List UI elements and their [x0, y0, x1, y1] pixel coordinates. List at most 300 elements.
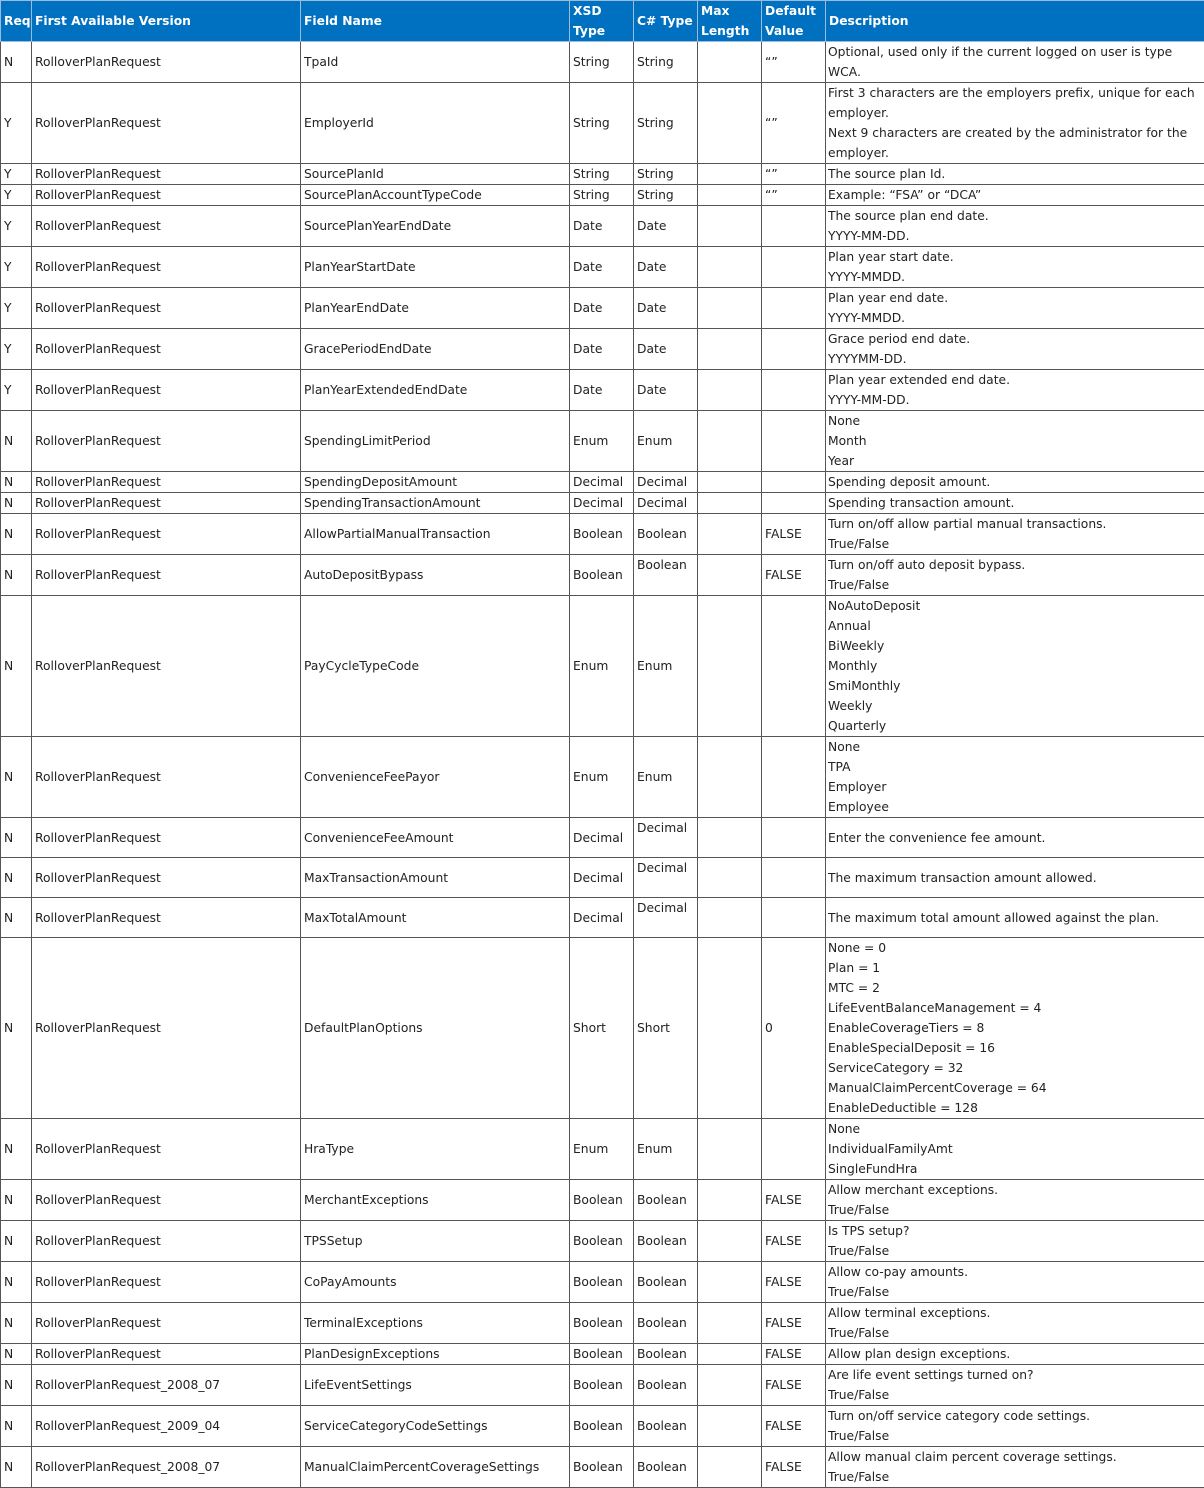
csharp-type-cell: Date: [634, 247, 698, 288]
field-name-cell: ManualClaimPercentCoverageSettings: [301, 1447, 570, 1488]
description-line: EnableCoverageTiers = 8: [828, 1018, 1204, 1038]
table-row: [1, 206, 1204, 247]
req-cell: N: [1, 818, 32, 858]
csharp-type-cell: String: [634, 42, 698, 83]
default-value-cell: [762, 596, 826, 737]
req-cell: Y: [1, 370, 32, 411]
description-line: employer.: [828, 143, 1204, 163]
description-line: Grace period end date.: [828, 329, 1204, 349]
max-length-cell: [698, 858, 762, 898]
version-cell: RolloverPlanRequest: [32, 858, 301, 898]
default-value-cell: [762, 858, 826, 898]
version-cell: RolloverPlanRequest: [32, 596, 301, 737]
xsd-type-cell: Date: [570, 370, 634, 411]
default-value-cell: FALSE: [762, 1221, 826, 1262]
csharp-type-cell: String: [634, 83, 698, 164]
description-line: YYYYMM-DD.: [828, 349, 1204, 369]
xsd-type-cell: Boolean: [570, 1406, 634, 1447]
field-name-cell: AutoDepositBypass: [301, 555, 570, 596]
default-value-cell: FALSE: [762, 1447, 826, 1488]
default-value-cell: FALSE: [762, 1344, 826, 1365]
description-cell: [826, 1119, 1204, 1180]
table-row: [1, 737, 1204, 818]
description-line: IndividualFamilyAmt: [828, 1139, 1204, 1159]
version-cell: RolloverPlanRequest: [32, 329, 301, 370]
version-cell: RolloverPlanRequest: [32, 370, 301, 411]
description-line: Plan year end date.: [828, 288, 1204, 308]
req-cell: Y: [1, 288, 32, 329]
description-line: Allow merchant exceptions.: [828, 1180, 1204, 1200]
description-cell: [826, 83, 1204, 164]
description-line: Annual: [828, 616, 1204, 636]
field-name-cell: EmployerId: [301, 83, 570, 164]
description-line: YYYY-MM-DD.: [828, 390, 1204, 410]
description-line: EnableDeductible = 128: [828, 1098, 1204, 1118]
field-name-cell: MerchantExceptions: [301, 1180, 570, 1221]
csharp-type-cell: Boolean: [634, 514, 698, 555]
req-cell: Y: [1, 185, 32, 206]
table-row: [1, 83, 1204, 164]
max-length-cell: [698, 247, 762, 288]
field-name-cell: PlanYearStartDate: [301, 247, 570, 288]
table-body: [1, 42, 1204, 1488]
description-cell: [826, 858, 1204, 898]
table-row: [1, 1406, 1204, 1447]
xsd-type-cell: Enum: [570, 411, 634, 472]
default-value-cell: [762, 472, 826, 493]
field-name-cell: ServiceCategoryCodeSettings: [301, 1406, 570, 1447]
csharp-type-cell: Boolean: [634, 1303, 698, 1344]
xsd-type-cell: String: [570, 164, 634, 185]
req-cell: Y: [1, 83, 32, 164]
version-cell: RolloverPlanRequest: [32, 185, 301, 206]
description-line: YYYY-MMDD.: [828, 308, 1204, 328]
table-row: [1, 596, 1204, 737]
csharp-type-cell: Decimal: [634, 858, 698, 898]
version-cell: RolloverPlanRequest: [32, 1262, 301, 1303]
csharp-type-cell: Enum: [634, 737, 698, 818]
description-cell: [826, 596, 1204, 737]
field-name-cell: GracePeriodEndDate: [301, 329, 570, 370]
req-cell: Y: [1, 247, 32, 288]
description-line: BiWeekly: [828, 636, 1204, 656]
xsd-type-cell: Decimal: [570, 472, 634, 493]
header-max-length: Max Length: [698, 1, 762, 42]
description-cell: [826, 938, 1204, 1119]
version-cell: RolloverPlanRequest_2009_04: [32, 1406, 301, 1447]
table-row: [1, 42, 1204, 83]
max-length-cell: [698, 737, 762, 818]
default-value-cell: [762, 206, 826, 247]
description-cell: [826, 206, 1204, 247]
description-cell: [826, 818, 1204, 858]
xsd-type-cell: Boolean: [570, 555, 634, 596]
req-cell: N: [1, 596, 32, 737]
xsd-type-cell: Decimal: [570, 493, 634, 514]
field-name-cell: PlanYearExtendedEndDate: [301, 370, 570, 411]
description-line: Allow co-pay amounts.: [828, 1262, 1204, 1282]
csharp-type-cell: Enum: [634, 411, 698, 472]
description-line: The maximum total amount allowed against the plan.: [828, 908, 1204, 928]
max-length-cell: [698, 493, 762, 514]
csharp-type-cell: Date: [634, 370, 698, 411]
table-row: [1, 1303, 1204, 1344]
csharp-type-cell: String: [634, 185, 698, 206]
table-row: [1, 555, 1204, 596]
description-line: YYYY-MMDD.: [828, 267, 1204, 287]
table-row: [1, 818, 1204, 858]
version-cell: RolloverPlanRequest: [32, 898, 301, 938]
description-cell: [826, 1344, 1204, 1365]
req-cell: N: [1, 1180, 32, 1221]
field-name-cell: TerminalExceptions: [301, 1303, 570, 1344]
xsd-type-cell: Decimal: [570, 858, 634, 898]
xsd-type-cell: Boolean: [570, 1262, 634, 1303]
req-cell: N: [1, 1262, 32, 1303]
description-cell: [826, 288, 1204, 329]
table-row: [1, 493, 1204, 514]
version-cell: RolloverPlanRequest: [32, 938, 301, 1119]
description-cell: [826, 247, 1204, 288]
default-value-cell: “”: [762, 164, 826, 185]
description-line: Spending deposit amount.: [828, 472, 1204, 492]
description-line: TPA: [828, 757, 1204, 777]
table-row: [1, 1447, 1204, 1488]
csharp-type-cell: Boolean: [634, 555, 698, 596]
description-line: True/False: [828, 1323, 1204, 1343]
xsd-type-cell: Decimal: [570, 898, 634, 938]
field-name-cell: SpendingDepositAmount: [301, 472, 570, 493]
description-cell: [826, 370, 1204, 411]
max-length-cell: [698, 818, 762, 858]
field-name-cell: TPSSetup: [301, 1221, 570, 1262]
table-row: [1, 1180, 1204, 1221]
csharp-type-cell: Date: [634, 288, 698, 329]
field-name-cell: MaxTotalAmount: [301, 898, 570, 938]
description-cell: [826, 737, 1204, 818]
description-line: First 3 characters are the employers prefix, unique for each: [828, 83, 1204, 103]
version-cell: RolloverPlanRequest: [32, 83, 301, 164]
description-line: The maximum transaction amount allowed.: [828, 868, 1204, 888]
description-line: Employer: [828, 777, 1204, 797]
xsd-type-cell: String: [570, 42, 634, 83]
description-cell: [826, 411, 1204, 472]
description-cell: [826, 493, 1204, 514]
table-row: [1, 247, 1204, 288]
table-row: [1, 1262, 1204, 1303]
max-length-cell: [698, 329, 762, 370]
description-line: None: [828, 411, 1204, 431]
req-cell: N: [1, 858, 32, 898]
default-value-cell: 0: [762, 938, 826, 1119]
version-cell: RolloverPlanRequest: [32, 288, 301, 329]
description-cell: [826, 514, 1204, 555]
max-length-cell: [698, 514, 762, 555]
table-row: [1, 370, 1204, 411]
max-length-cell: [698, 555, 762, 596]
description-cell: [826, 1447, 1204, 1488]
description-cell: [826, 555, 1204, 596]
default-value-cell: FALSE: [762, 1365, 826, 1406]
csharp-type-cell: Boolean: [634, 1344, 698, 1365]
max-length-cell: [698, 185, 762, 206]
default-value-cell: [762, 288, 826, 329]
field-name-cell: PlanDesignExceptions: [301, 1344, 570, 1365]
req-cell: Y: [1, 206, 32, 247]
csharp-type-cell: Boolean: [634, 1262, 698, 1303]
table-row: [1, 514, 1204, 555]
version-cell: RolloverPlanRequest: [32, 1221, 301, 1262]
description-line: Turn on/off auto deposit bypass.: [828, 555, 1204, 575]
header-xsd-type: XSD Type: [570, 1, 634, 42]
field-name-cell: SourcePlanAccountTypeCode: [301, 185, 570, 206]
max-length-cell: [698, 164, 762, 185]
field-name-cell: SpendingTransactionAmount: [301, 493, 570, 514]
description-cell: [826, 185, 1204, 206]
csharp-type-cell: Date: [634, 329, 698, 370]
xsd-type-cell: Boolean: [570, 1221, 634, 1262]
description-cell: [826, 1406, 1204, 1447]
csharp-type-cell: Enum: [634, 596, 698, 737]
default-value-cell: [762, 370, 826, 411]
description-line: Allow terminal exceptions.: [828, 1303, 1204, 1323]
csharp-type-cell: Decimal: [634, 472, 698, 493]
description-line: True/False: [828, 1467, 1204, 1487]
req-cell: N: [1, 493, 32, 514]
description-line: True/False: [828, 1282, 1204, 1302]
max-length-cell: [698, 370, 762, 411]
req-cell: N: [1, 1365, 32, 1406]
max-length-cell: [698, 1221, 762, 1262]
req-cell: N: [1, 555, 32, 596]
table-row: [1, 898, 1204, 938]
field-name-cell: DefaultPlanOptions: [301, 938, 570, 1119]
field-name-cell: ConvenienceFeePayor: [301, 737, 570, 818]
description-line: Spending transaction amount.: [828, 493, 1204, 513]
max-length-cell: [698, 411, 762, 472]
version-cell: RolloverPlanRequest: [32, 555, 301, 596]
table-row: [1, 1344, 1204, 1365]
default-value-cell: [762, 411, 826, 472]
description-line: The source plan Id.: [828, 164, 1204, 184]
default-value-cell: FALSE: [762, 1262, 826, 1303]
default-value-cell: FALSE: [762, 1303, 826, 1344]
max-length-cell: [698, 1447, 762, 1488]
description-line: employer.: [828, 103, 1204, 123]
default-value-cell: FALSE: [762, 1180, 826, 1221]
header-row: [1, 1, 1204, 42]
table-row: [1, 1221, 1204, 1262]
table-row: [1, 938, 1204, 1119]
xsd-type-cell: Date: [570, 288, 634, 329]
table-row: [1, 411, 1204, 472]
req-cell: N: [1, 472, 32, 493]
description-line: Enter the convenience fee amount.: [828, 828, 1204, 848]
default-value-cell: FALSE: [762, 1406, 826, 1447]
table-row: [1, 288, 1204, 329]
description-line: MTC = 2: [828, 978, 1204, 998]
max-length-cell: [698, 1406, 762, 1447]
csharp-type-cell: Decimal: [634, 493, 698, 514]
xsd-type-cell: Date: [570, 206, 634, 247]
csharp-type-cell: Boolean: [634, 1180, 698, 1221]
description-line: SingleFundHra: [828, 1159, 1204, 1179]
default-value-cell: “”: [762, 185, 826, 206]
description-cell: [826, 329, 1204, 370]
field-name-cell: TpaId: [301, 42, 570, 83]
description-line: Next 9 characters are created by the administrator for the: [828, 123, 1204, 143]
xsd-type-cell: Enum: [570, 737, 634, 818]
max-length-cell: [698, 1119, 762, 1180]
max-length-cell: [698, 42, 762, 83]
max-length-cell: [698, 472, 762, 493]
header-first-available-version: First Available Version: [32, 1, 301, 42]
version-cell: RolloverPlanRequest: [32, 206, 301, 247]
field-name-cell: SourcePlanId: [301, 164, 570, 185]
description-line: Is TPS setup?: [828, 1221, 1204, 1241]
description-line: None = 0: [828, 938, 1204, 958]
description-line: Plan = 1: [828, 958, 1204, 978]
description-line: True/False: [828, 1241, 1204, 1261]
max-length-cell: [698, 206, 762, 247]
table-row: [1, 1119, 1204, 1180]
max-length-cell: [698, 1344, 762, 1365]
csharp-type-cell: Decimal: [634, 818, 698, 858]
req-cell: N: [1, 1119, 32, 1180]
xsd-type-cell: Enum: [570, 1119, 634, 1180]
description-cell: [826, 42, 1204, 83]
field-name-cell: ConvenienceFeeAmount: [301, 818, 570, 858]
csharp-type-cell: String: [634, 164, 698, 185]
description-cell: [826, 898, 1204, 938]
field-name-cell: SpendingLimitPeriod: [301, 411, 570, 472]
description-line: None: [828, 737, 1204, 757]
version-cell: RolloverPlanRequest: [32, 514, 301, 555]
description-line: Turn on/off allow partial manual transactions.: [828, 514, 1204, 534]
version-cell: RolloverPlanRequest: [32, 818, 301, 858]
table-row: [1, 472, 1204, 493]
description-line: Allow manual claim percent coverage settings.: [828, 1447, 1204, 1467]
table-row: [1, 329, 1204, 370]
field-name-cell: LifeEventSettings: [301, 1365, 570, 1406]
req-cell: N: [1, 737, 32, 818]
description-line: Example: “FSA” or “DCA”: [828, 185, 1204, 205]
req-cell: N: [1, 938, 32, 1119]
description-line: The source plan end date.: [828, 206, 1204, 226]
description-line: Allow plan design exceptions.: [828, 1344, 1204, 1364]
field-name-cell: PayCycleTypeCode: [301, 596, 570, 737]
description-line: SmiMonthly: [828, 676, 1204, 696]
version-cell: RolloverPlanRequest: [32, 164, 301, 185]
header-field-name: Field Name: [301, 1, 570, 42]
req-cell: N: [1, 1406, 32, 1447]
description-line: Weekly: [828, 696, 1204, 716]
req-cell: Y: [1, 164, 32, 185]
version-cell: RolloverPlanRequest: [32, 247, 301, 288]
req-cell: N: [1, 514, 32, 555]
csharp-type-cell: Boolean: [634, 1406, 698, 1447]
csharp-type-cell: Boolean: [634, 1447, 698, 1488]
version-cell: RolloverPlanRequest: [32, 737, 301, 818]
description-cell: [826, 1365, 1204, 1406]
description-line: Optional, used only if the current logged on user is type: [828, 42, 1204, 62]
description-line: Employee: [828, 797, 1204, 817]
req-cell: N: [1, 42, 32, 83]
default-value-cell: “”: [762, 83, 826, 164]
table-row: [1, 185, 1204, 206]
field-name-cell: SourcePlanYearEndDate: [301, 206, 570, 247]
xsd-type-cell: String: [570, 83, 634, 164]
description-line: None: [828, 1119, 1204, 1139]
description-line: Plan year start date.: [828, 247, 1204, 267]
description-line: Plan year extended end date.: [828, 370, 1204, 390]
description-cell: [826, 1221, 1204, 1262]
description-line: ServiceCategory = 32: [828, 1058, 1204, 1078]
default-value-cell: “”: [762, 42, 826, 83]
description-line: ManualClaimPercentCoverage = 64: [828, 1078, 1204, 1098]
header-default-value: Default Value: [762, 1, 826, 42]
field-name-cell: PlanYearEndDate: [301, 288, 570, 329]
description-line: True/False: [828, 1426, 1204, 1446]
max-length-cell: [698, 1303, 762, 1344]
description-line: True/False: [828, 575, 1204, 595]
req-cell: N: [1, 1447, 32, 1488]
xsd-type-cell: Boolean: [570, 1344, 634, 1365]
xsd-type-cell: Date: [570, 247, 634, 288]
xsd-type-cell: Boolean: [570, 1447, 634, 1488]
version-cell: RolloverPlanRequest: [32, 472, 301, 493]
xsd-type-cell: Date: [570, 329, 634, 370]
description-line: NoAutoDeposit: [828, 596, 1204, 616]
csharp-type-cell: Boolean: [634, 1221, 698, 1262]
req-cell: N: [1, 1221, 32, 1262]
max-length-cell: [698, 1180, 762, 1221]
table-row: [1, 858, 1204, 898]
field-name-cell: AllowPartialManualTransaction: [301, 514, 570, 555]
default-value-cell: [762, 898, 826, 938]
description-cell: [826, 1180, 1204, 1221]
max-length-cell: [698, 83, 762, 164]
default-value-cell: [762, 818, 826, 858]
max-length-cell: [698, 1262, 762, 1303]
version-cell: RolloverPlanRequest_2008_07: [32, 1447, 301, 1488]
description-line: Quarterly: [828, 716, 1204, 736]
description-line: Turn on/off service category code settings.: [828, 1406, 1204, 1426]
header-description: Description: [826, 1, 1204, 42]
xsd-type-cell: Boolean: [570, 1180, 634, 1221]
description-line: YYYY-MM-DD.: [828, 226, 1204, 246]
default-value-cell: FALSE: [762, 514, 826, 555]
max-length-cell: [698, 938, 762, 1119]
description-cell: [826, 1262, 1204, 1303]
table-row: [1, 164, 1204, 185]
description-line: True/False: [828, 1200, 1204, 1220]
xsd-type-cell: Enum: [570, 596, 634, 737]
description-line: EnableSpecialDeposit = 16: [828, 1038, 1204, 1058]
version-cell: RolloverPlanRequest: [32, 42, 301, 83]
header-csharp-type: C# Type: [634, 1, 698, 42]
max-length-cell: [698, 288, 762, 329]
req-cell: N: [1, 411, 32, 472]
table-row: [1, 1365, 1204, 1406]
version-cell: RolloverPlanRequest: [32, 493, 301, 514]
default-value-cell: [762, 329, 826, 370]
description-cell: [826, 164, 1204, 185]
version-cell: RolloverPlanRequest_2008_07: [32, 1365, 301, 1406]
xsd-type-cell: Decimal: [570, 818, 634, 858]
description-line: Month: [828, 431, 1204, 451]
max-length-cell: [698, 898, 762, 938]
